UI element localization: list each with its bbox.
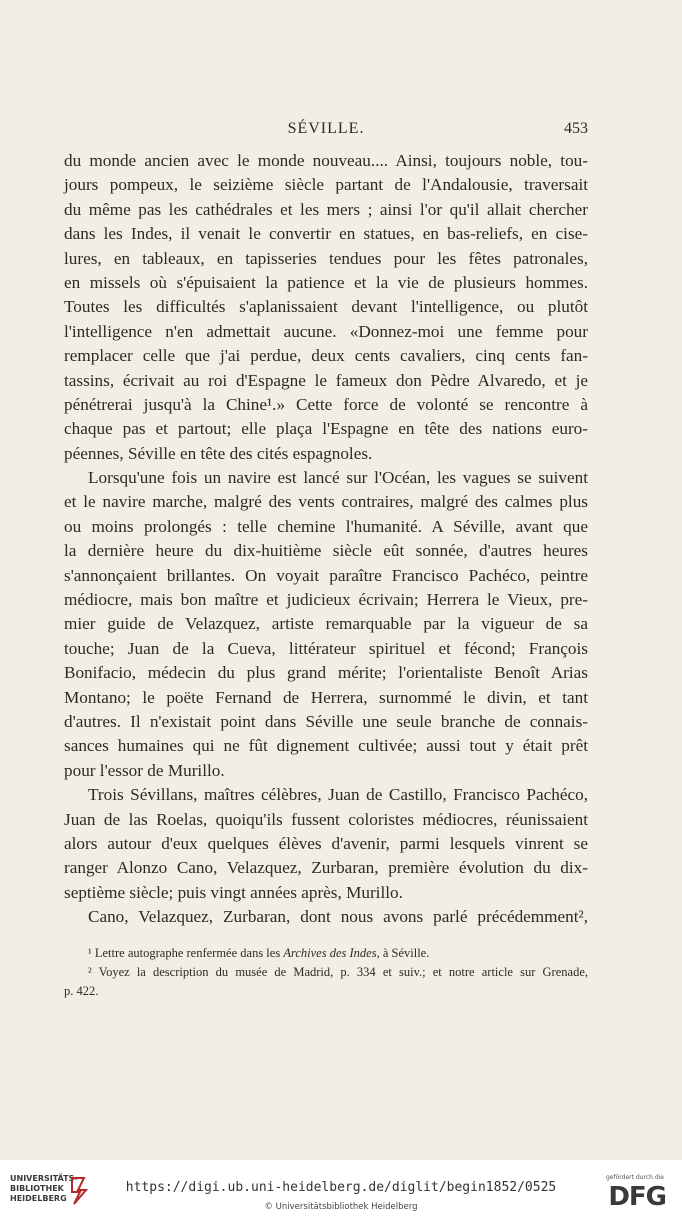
footnote-text: Voyez la description du musée de Madrid, p. 334 et suiv.; et notre article sur Grenade, <box>98 965 588 979</box>
funder-label: gefördert durch die <box>606 1174 664 1181</box>
text-line: pénétrerai jusqu'à la Chine¹.» Cette force de volonté se rencontre à <box>64 394 588 414</box>
footnote-italic: Archives des Indes <box>283 946 377 960</box>
text-line: l'intelligence n'en admettait aucune. «Donnez-moi une femme pour <box>64 321 588 341</box>
text-line: septième siècle; puis vingt années après, Murillo. <box>64 882 403 902</box>
footnote-text: , à Séville. <box>376 946 430 960</box>
permalink-link[interactable]: https://digi.ub.uni-heidelberg.de/diglit/begin1852/0525 <box>125 1180 557 1195</box>
text-line: du monde ancien avec le monde nouveau.... Ainsi, toujours noble, tou- <box>64 151 588 170</box>
text-line: Juan de las Roelas, quoiqu'ils fussent coloristes médiocres, réunissaient <box>64 809 588 829</box>
text-line: en missels où s'épuisaient la patience et la vie de plusieurs hommes. <box>64 272 588 292</box>
footnote-text: Lettre autographe renfermée dans les <box>94 946 284 960</box>
text-line: Bonifacio, médecin du plus grand mérite; l'orientaliste Benoît Arias <box>64 663 588 683</box>
text-line: pour l'essor de Murillo. <box>64 760 225 780</box>
text-line: sances humaines qui ne fût dignement cultivée; aussi tout y était prêt <box>64 736 588 756</box>
text-line: Toutes les difficultés s'aplanissaient devant l'intelligence, ou plutôt <box>64 297 588 317</box>
text-line: Montano; le poëte Fernand de Herrera, surnommé le divin, et tant <box>64 687 588 707</box>
page-number: 453 <box>564 120 588 137</box>
text-line: ranger Alonzo Cano, Velazquez, Zurbaran, première évolution du dix- <box>64 858 588 878</box>
viewer-footer <box>0 1160 682 1219</box>
copyright-text: © Universitätsbibliothek Heidelberg <box>264 1202 418 1212</box>
footnote-marker: ¹ <box>88 946 92 960</box>
dfg-logo: DFG <box>608 1182 666 1212</box>
text-line: dans les Indes, il venait le convertir en statues, en bas-reliefs, en cise- <box>64 224 588 244</box>
library-logo-text: UNIVERSITÄTS- BIBLIOTHEK HEIDELBERG <box>10 1174 78 1203</box>
body-text <box>64 149 588 930</box>
text-line: d'autres. Il n'existait point dans Séville une seule branche de connais- <box>64 711 588 731</box>
page-header <box>64 120 588 142</box>
text-line: jours pompeux, le seizième siècle partant de l'Andalousie, traversait <box>64 175 588 195</box>
footnote-2 <box>64 963 588 1001</box>
footnote-marker: ² <box>88 965 92 979</box>
text-line: péennes, Séville en tête des cités espagnoles. <box>64 443 373 463</box>
text-line: lures, en tableaux, en tapisseries tendues pour les fêtes patronales, <box>64 248 588 268</box>
footnotes <box>64 944 588 1001</box>
footnote-1 <box>64 944 588 963</box>
text-line: la dernière heure du dix-huitième siècle eût sonnée, d'autres heures <box>64 541 588 561</box>
text-line: Trois Sévillans, maîtres célèbres, Juan de Castillo, Francisco Pachéco, <box>88 785 588 805</box>
text-line: Lorsqu'une fois un navire est lancé sur l'Océan, les vagues se suivent <box>88 468 588 488</box>
text-line: remplacer celle que j'ai perdue, deux cents cavaliers, cinq cents fan- <box>64 346 588 366</box>
text-line: ou moins prolongés : telle chemine l'humanité. A Séville, avant que <box>64 516 588 536</box>
text-line: du même pas les cathédrales et les mers ; ainsi l'or qu'il allait chercher <box>64 199 588 219</box>
running-title: SÉVILLE. <box>287 120 365 137</box>
text-line: chaque pas et partout; elle plaça l'Espagne en tête des nations euro- <box>64 419 588 439</box>
text-line: Cano, Velazquez, Zurbaran, dont nous avons parlé précédemment², <box>88 907 588 927</box>
text-line: mier guide de Velazquez, artiste remarquable par la vigueur de sa <box>64 614 588 634</box>
text-line: touche; Juan de la Cueva, littérateur spirituel et fécond; François <box>64 638 588 658</box>
text-line: médiocre, mais bon maître et judicieux écrivain; Herrera le Vieux, pre- <box>64 590 588 610</box>
text-line: tassins, écrivait au roi d'Espagne le fameux don Pèdre Alvaredo, et je <box>64 370 588 390</box>
text-line: et le navire marche, malgré des vents contraires, malgré des calmes plus <box>64 492 588 512</box>
text-line: s'annonçaient brillantes. On voyait paraître Francisco Pachéco, peintre <box>64 565 588 585</box>
footnote-text: p. 422. <box>64 984 99 998</box>
text-line: alors autour d'eux quelques élèves d'avenir, parmi lesquels vinrent se <box>64 833 588 853</box>
